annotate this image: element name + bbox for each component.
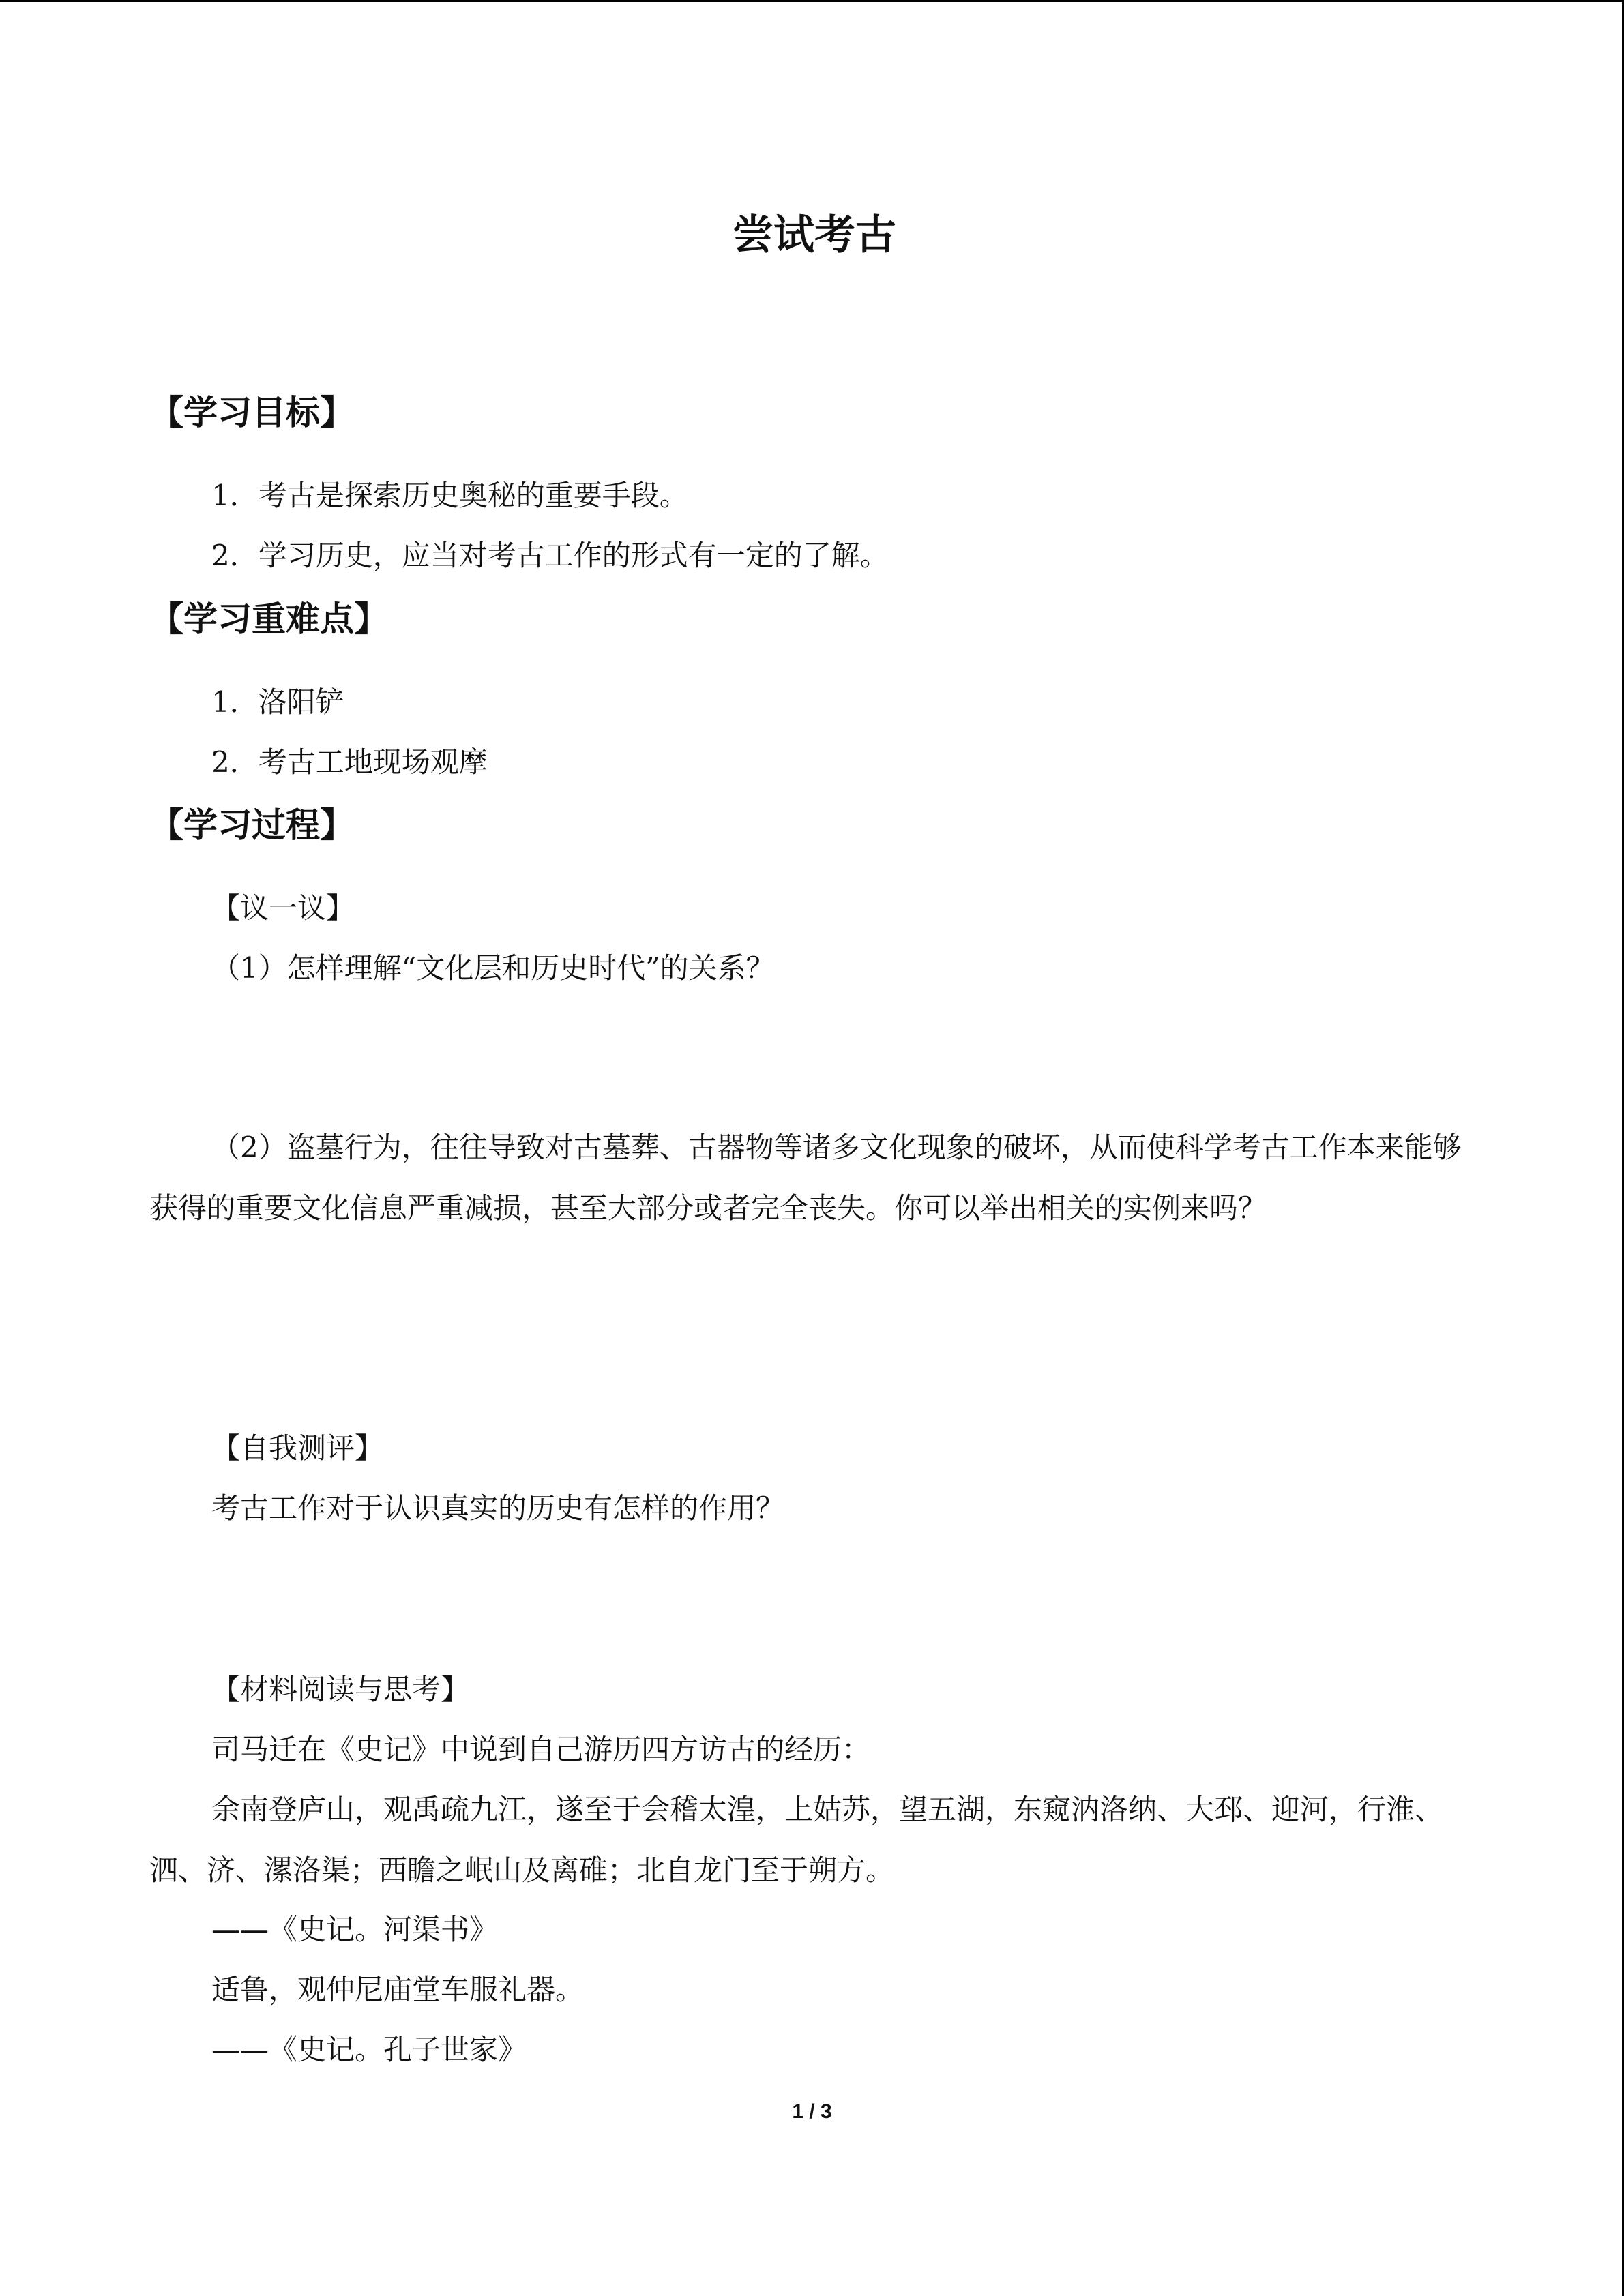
reading-quote-1: 余南登庐山，观禹疏九江，遂至于会稽太湟，上姑苏，望五湖，东窥汭洛纳、大邳、迎河，行淮、泗、济、漯洛渠；西瞻之岷山及离碓；北自龙门至于朔方。 [149, 1793, 1444, 1887]
discuss-question-2: （2）盗墓行为，往往导致对古墓葬、古器物等诸多文化现象的破坏，从而使科学考古工作本来能够获得的重要文化信息严重减损，甚至大部分或者完全丧失。你可以举出相关的实例来吗？ [149, 1131, 1462, 1225]
reading-quote-2: 适鲁，观仲尼庙堂车服礼器。 [211, 1973, 585, 2006]
reading-intro: 司马迁在《史记》中说到自己游历四方访古的经历： [211, 1733, 871, 1766]
goal-item-2: 2．学习历史，应当对考古工作的形式有一定的了解。 [211, 539, 889, 572]
page-title: 尝试考古 [733, 211, 896, 259]
reading-source-1: ——《史记。河渠书》 [211, 1913, 499, 1946]
discuss-label: 【议一议】 [211, 891, 355, 925]
goal-item-1: 1．考古是探索历史奥秘的重要手段。 [211, 479, 688, 512]
goals-heading: 【学习目标】 [149, 393, 354, 432]
key-points-heading: 【学习重难点】 [149, 599, 388, 639]
key-point-item-1: 1．洛阳铲 [211, 685, 344, 719]
self-test-label: 【自我测评】 [211, 1431, 384, 1465]
discuss-question-1: （1）怎样理解“文化层和历史时代”的关系？ [211, 951, 775, 985]
reading-label: 【材料阅读与思考】 [211, 1673, 470, 1706]
key-point-item-2: 2．考古工地现场观摩 [211, 745, 488, 779]
reading-source-2: ——《史记。孔子世家》 [211, 2033, 527, 2066]
page-number: 1 / 3 [792, 2100, 832, 2123]
process-heading: 【学习过程】 [149, 805, 354, 845]
self-test-question: 考古工作对于认识真实的历史有怎样的作用？ [211, 1491, 785, 1525]
